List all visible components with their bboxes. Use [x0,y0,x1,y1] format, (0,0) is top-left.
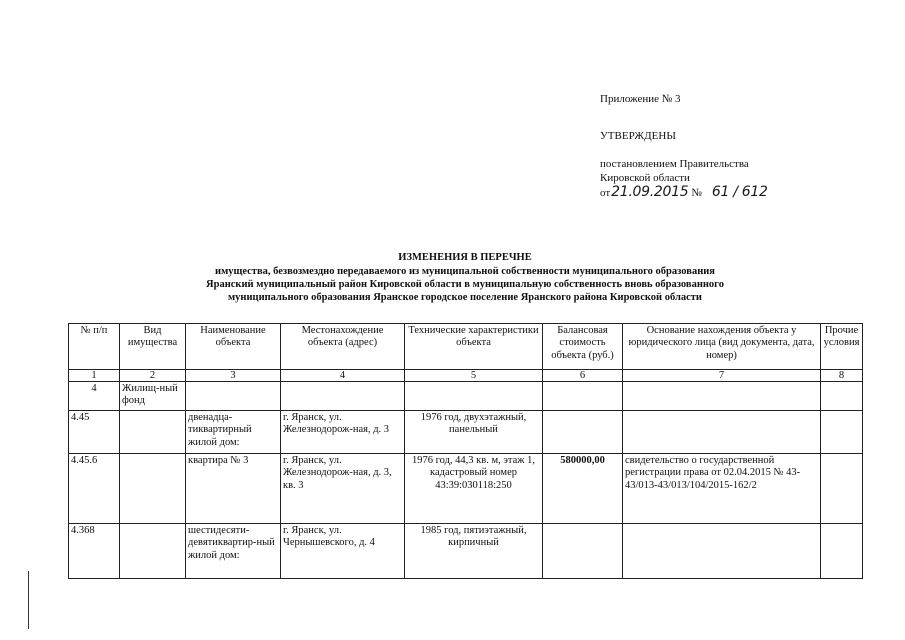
other-conditions [821,382,863,411]
balance-value [543,411,623,454]
object-name: шестидесяти-девятиквартир-ный жилой дом: [186,524,281,579]
header-cell: № п/п [69,324,120,370]
object-specs: 1976 год, 44,3 кв. м, этаж 1, кадастровый номер 43:39:030118:250 [405,454,543,524]
column-number-row [69,370,863,382]
row-number: 4 [69,382,120,411]
property-kind [120,524,186,579]
header-cell: Основание нахождения объекта у юридического лица (вид документа, дата, номер) [623,324,821,370]
document-title: ИЗМЕНЕНИЯ В ПЕРЕЧНЕ [398,252,532,263]
table-header-row [69,324,863,370]
column-number: 5 [405,370,543,382]
date-prefix: от [600,187,611,199]
column-number: 7 [623,370,821,382]
header-cell: Местонахождение объекта (адрес) [281,324,405,370]
balance-value [543,524,623,579]
row-number: 4.45 [69,411,120,454]
table-row [69,454,863,524]
handwritten-date: 21.09.2015 [611,184,689,200]
ownership-basis [623,411,821,454]
column-number: 8 [821,370,863,382]
balance-value: 580000,00 [543,454,623,524]
resolution-date-line [600,185,768,200]
object-name: двенадца-тиквартирный жилой дом: [186,411,281,454]
row-number: 4.45.6 [69,454,120,524]
header-cell: Технические характеристики объекта [405,324,543,370]
ownership-basis: свидетельство о государственной регистрации права от 02.04.2015 № 43-43/013-43/013/104/2015-162/2 [623,454,821,524]
header-cell: Вид имущества [120,324,186,370]
subtitle-line-1: имущества, безвозмездно передаваемого из муниципальной собственности муниципального образования [215,266,715,277]
column-number: 2 [120,370,186,382]
number-sign: № [691,187,702,199]
property-kind: Жилищ-ный фонд [120,382,186,411]
subtitle-line-2: Яранский муниципальный район Кировской области в муниципальную собственность вновь образованного [206,278,724,290]
object-address: г. Яранск, ул. Железнодорож-ная, д. 3 [281,411,405,454]
margin-mark [28,571,29,629]
other-conditions [821,524,863,579]
object-specs: 1976 год, двухэтажный, панельный [405,411,543,454]
table-row [69,524,863,579]
other-conditions [821,454,863,524]
object-address: г. Яранск, ул. Железнодорож-ная, д. 3, кв. 3 [281,454,405,524]
handwritten-number: 61 / 612 [711,184,768,200]
object-address [281,382,405,411]
appendix-number: Приложение № 3 [600,93,681,105]
region-label: Кировской области [600,172,690,184]
document-subtitle [120,266,810,304]
header-cell: Наименование объекта [186,324,281,370]
object-specs [405,382,543,411]
object-name: квартира № 3 [186,454,281,524]
table-row [69,411,863,454]
resolution-label: постановлением Правительства [600,158,749,170]
ownership-basis [623,524,821,579]
subtitle-line-3: муниципального образования Яранское городское поселение Яранского района Кировской области [228,291,702,303]
property-table [68,323,863,579]
property-kind [120,411,186,454]
column-number: 1 [69,370,120,382]
column-number: 4 [281,370,405,382]
object-name [186,382,281,411]
property-kind [120,454,186,524]
object-specs: 1985 год, пятиэтажный, кирпичный [405,524,543,579]
object-address: г. Яранск, ул. Чернышевского, д. 4 [281,524,405,579]
column-number: 6 [543,370,623,382]
row-number: 4.368 [69,524,120,579]
ownership-basis [623,382,821,411]
other-conditions [821,411,863,454]
header-cell: Балансовая стоимость объекта (руб.) [543,324,623,370]
approved-label: УТВЕРЖДЕНЫ [600,130,676,142]
column-number: 3 [186,370,281,382]
header-cell: Прочие условия [821,324,863,370]
balance-value [543,382,623,411]
table-row [69,382,863,411]
